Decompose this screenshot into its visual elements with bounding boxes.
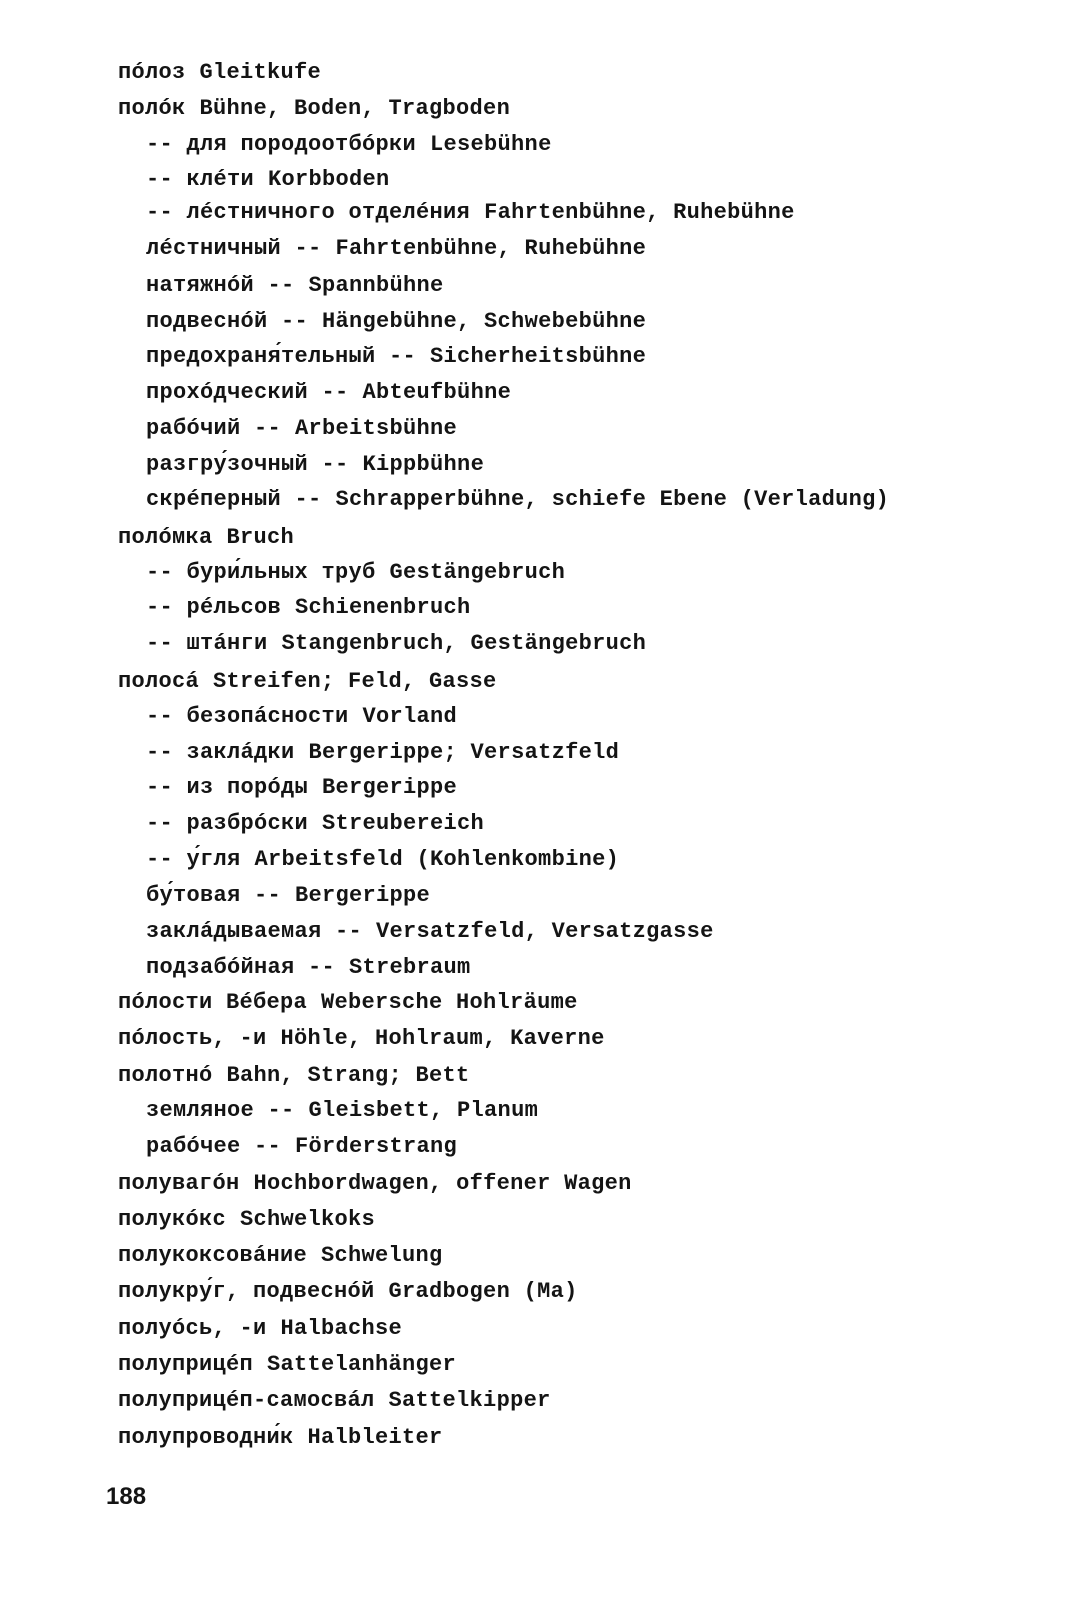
entry-translation-de: Schwelung [321,1243,443,1268]
entry-translation-de: Höhle, Hohlraum, Kaverne [280,1026,605,1051]
entry-translation-de: Abteufbühne [362,380,512,405]
entry-term-ru: полукоксовáние [118,1243,308,1268]
entry-23 [146,882,430,910]
entry-2 [146,131,552,159]
entry-term-ru: заклáдываемая -- [146,919,363,944]
entry-translation-de: Halbachse [280,1316,403,1341]
entry-term-ru: полóмка [118,525,213,550]
entry-term-ru: полукóкс [118,1207,227,1232]
entry-10 [146,415,457,443]
entry-38 [118,1424,443,1452]
entry-20 [146,774,457,802]
entry-term-ru: полупроводни́к [118,1425,294,1450]
entry-term-ru: пóлости Вéбера [118,990,308,1015]
entry-translation-de: Bergerippe [322,775,458,800]
entry-9 [146,379,511,407]
entry-term-ru: скрéперный -- [146,487,322,512]
entry-term-ru: -- рéльсов [146,595,282,620]
entry-term-ru: -- для породоотбóрки [146,132,417,157]
entry-26 [118,989,578,1017]
entry-term-ru: -- безопáсности [146,704,349,729]
entry-translation-de: Korbboden [268,167,390,192]
entry-translation-de: Gleitkufe [199,60,322,85]
entry-term-ru: подзабóйная -- [146,955,336,980]
entry-24 [146,918,714,946]
entry-translation-de: Arbeitsbühne [295,416,458,441]
entry-translation-de: Streifen; Feld, Gasse [213,669,497,694]
entry-17 [118,668,497,696]
entry-31 [118,1170,632,1198]
entry-7 [146,308,646,336]
entry-1 [118,95,510,123]
entry-term-ru: полóк [118,96,186,121]
entry-translation-de: Bergerippe; Versatzfeld [308,740,620,765]
entry-18 [146,703,457,731]
entry-translation-de: Lesebühne [430,132,552,157]
entry-translation-de: Bruch [226,525,295,550]
entry-term-ru: полуприцéп-самосвáл [118,1388,375,1413]
entry-term-ru: предохраня́тельный -- [146,344,417,369]
entry-0 [118,59,321,87]
entry-term-ru: -- лéстничного отделéния [146,200,471,225]
entry-4 [146,199,795,227]
entry-translation-de: Webersche Hohlräume [321,990,578,1015]
entry-36 [118,1351,456,1379]
entry-5 [146,235,646,263]
entry-37 [118,1387,551,1415]
entry-translation-de: Strebraum [349,955,471,980]
entry-translation-de: Bühne, Boden, Tragboden [199,96,511,121]
entry-35 [118,1315,402,1343]
entry-28 [118,1062,470,1090]
entry-translation-de: Hochbordwagen, offener Wagen [253,1171,632,1196]
entry-term-ru: -- заклáдки [146,740,295,765]
entry-30 [146,1133,457,1161]
entry-term-ru: полувагóн [118,1171,240,1196]
entry-term-ru: -- клéти [146,167,255,192]
entry-translation-de: Sicherheitsbühne [430,344,647,369]
entry-term-ru: пóлость, -и [118,1026,267,1051]
entry-translation-de: Spannbühne [308,273,444,298]
entry-term-ru: полукру́г, подвеснóй [118,1279,375,1304]
entry-translation-de: Gradbogen (Ma) [388,1279,578,1304]
entry-term-ru: натяжнóй -- [146,273,295,298]
entry-term-ru: прохóдческий -- [146,380,349,405]
entry-term-ru: пóлоз [118,60,186,85]
entry-29 [146,1097,538,1125]
entry-translation-de: Stangenbruch, Gestängebruch [281,631,647,656]
entry-term-ru: полуóсь, -и [118,1316,267,1341]
entry-term-ru: лéстничный -- [146,236,322,261]
entry-translation-de: Sattelanhänger [267,1352,457,1377]
entry-term-ru: полосá [118,669,200,694]
entry-translation-de: Fahrtenbühne, Ruhebühne [484,200,795,225]
entry-term-ru: -- штáнги [146,631,268,656]
entry-term-ru: полотнó [118,1063,213,1088]
entry-12 [146,486,889,514]
entry-27 [118,1025,605,1053]
entry-term-ru: подвеснóй -- [146,309,309,334]
entry-translation-de: Gestängebruch [389,560,566,585]
entry-term-ru: земляное -- [146,1098,295,1123]
entry-33 [118,1242,443,1270]
entry-16 [146,630,646,658]
entry-6 [146,272,444,300]
entry-25 [146,954,471,982]
entry-translation-de: Fahrtenbühne, Ruhebühne [335,236,647,261]
entry-translation-de: Hängebühne, Schwebebühne [322,309,647,334]
entry-translation-de: Gleisbett, Planum [308,1098,539,1123]
entry-14 [146,559,565,587]
entry-34 [118,1278,578,1306]
entry-term-ru: бу́товая -- [146,883,282,908]
entry-term-ru: рабóчее -- [146,1134,282,1159]
entry-translation-de: Halbleiter [307,1425,443,1450]
entry-term-ru: -- из порóды [146,775,309,800]
entry-translation-de: Bergerippe [295,883,431,908]
entry-11 [146,451,484,479]
entry-13 [118,524,294,552]
entry-term-ru: -- у́гля [146,847,241,872]
entry-term-ru: -- разбрóски [146,811,309,836]
page-number: 188 [106,1483,147,1510]
entry-translation-de: Schwelkoks [240,1207,376,1232]
entry-translation-de: Kippbühne [362,452,485,477]
entry-translation-de: Schrapperbühne, schiefe Ebene (Verladung) [335,487,890,512]
entry-8 [146,343,646,371]
entry-19 [146,739,619,767]
entry-translation-de: Streubereich [322,811,485,836]
entry-21 [146,810,484,838]
entry-32 [118,1206,375,1234]
entry-term-ru: полуприцéп [118,1352,254,1377]
entry-3 [146,166,390,194]
entry-translation-de: Bahn, Strang; Bett [226,1063,470,1088]
entry-22 [146,846,619,874]
entry-translation-de: Förderstrang [295,1134,458,1159]
entry-translation-de: Vorland [362,704,458,729]
entry-translation-de: Schienenbruch [295,595,471,620]
entry-translation-de: Sattelkipper [388,1388,551,1413]
entry-translation-de: Arbeitsfeld (Kohlenkombine) [254,847,620,872]
entry-term-ru: -- бури́льных труб [146,560,376,585]
entry-term-ru: разгру́зочный -- [146,452,349,477]
entry-translation-de: Versatzfeld, Versatzgasse [376,919,714,944]
entry-term-ru: рабóчий -- [146,416,282,441]
entry-15 [146,594,471,622]
